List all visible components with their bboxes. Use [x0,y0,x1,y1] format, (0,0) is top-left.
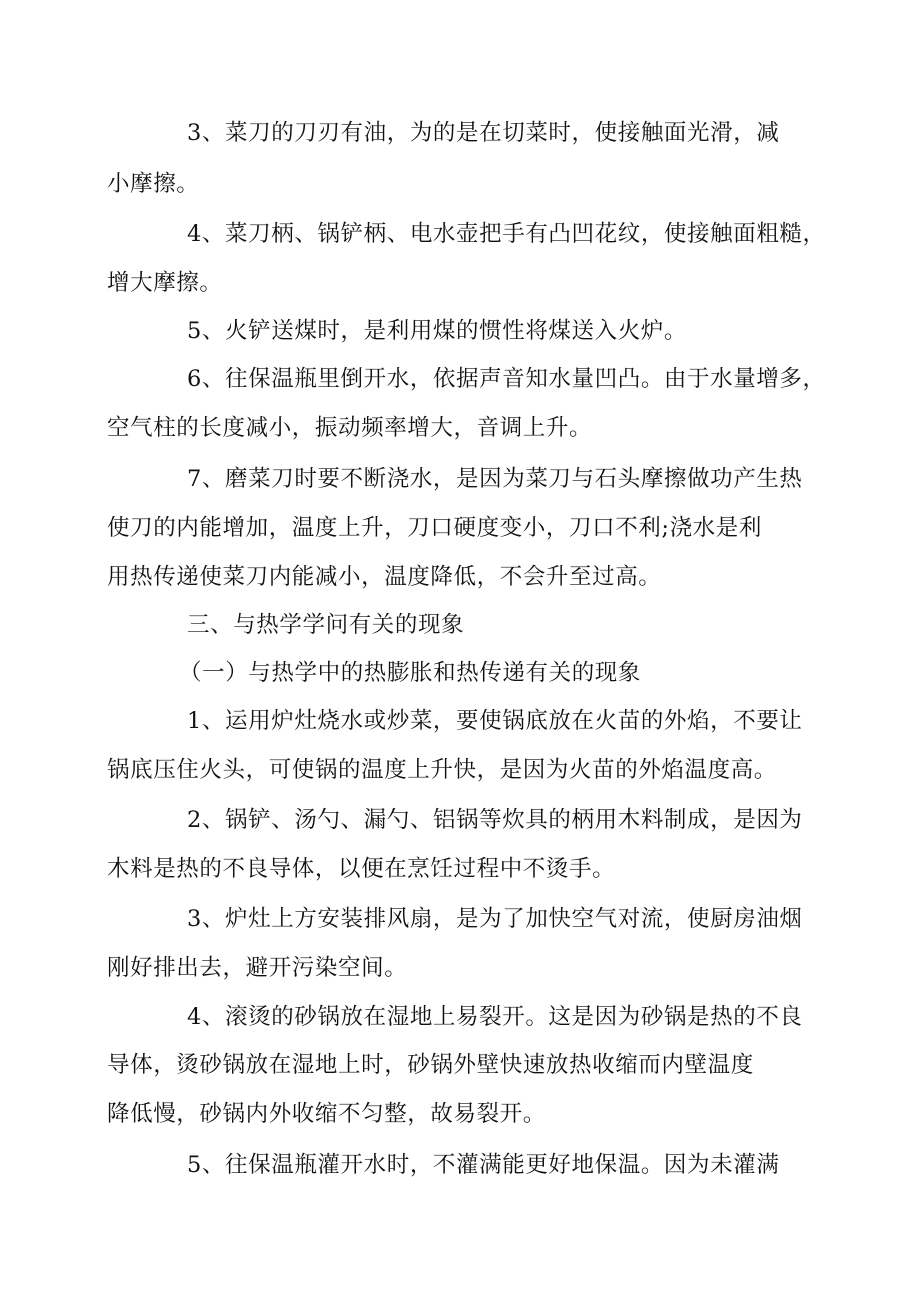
paragraph-7-line-2: 使刀的内能增加，温度上升，刀口硬度变小，刀口不利;浇水是利 [107,515,762,541]
item-4-line-2: 导体，烫砂锅放在湿地上时，砂锅外壁快速放热收缩而内壁温度 [107,1052,754,1078]
paragraph-3-line-1: 3、菜刀的刀刃有油，为的是在切菜时，使接触面光滑，减 [187,120,780,146]
item-3-line-1: 3、炉灶上方安装排风扇，是为了加快空气对流，使厨房油烟 [187,906,803,932]
paragraph-4-line-2: 增大摩擦。 [107,270,223,296]
subsection-heading: （一）与热学中的热膨胀和热传递有关的现象 [179,660,642,686]
item-1-line-2: 锅底压住火头，可使锅的温度上升快，是因为火苗的外焰温度高。 [107,757,777,783]
paragraph-6-line-2: 空气柱的长度减小，振动频率增大，音调上升。 [107,415,593,441]
item-3-line-2: 刚好排出去，避开污染空间。 [107,955,408,981]
item-2-line-2: 木料是热的不良导体，以便在烹饪过程中不烫手。 [107,856,616,882]
section-heading: 三、与热学学问有关的现象 [187,612,465,638]
item-4-line-1: 4、滚烫的砂锅放在湿地上易裂开。这是因为砂锅是热的不良 [187,1004,803,1030]
item-1-line-1: 1、运用炉灶烧水或炒菜，要使锅底放在火苗的外焰，不要让 [187,708,803,734]
item-4-line-3: 降低慢，砂锅内外收缩不匀整，故易裂开。 [107,1101,546,1127]
paragraph-5-line-1: 5、火铲送煤时，是利用煤的惯性将煤送入火炉。 [187,318,688,344]
paragraph-7-line-1: 7、磨菜刀时要不断浇水，是因为菜刀与石头摩擦做功产生热 [187,466,803,492]
paragraph-3-line-2: 小摩擦。 [107,171,200,197]
item-5-line-1: 5、往保温瓶灌开水时，不灌满能更好地保温。因为未灌满 [187,1152,780,1178]
paragraph-7-line-3: 用热传递使菜刀内能减小，温度降低，不会升至过高。 [107,564,662,590]
paragraph-6-line-1: 6、往保温瓶里倒开水，依据声音知水量凹凸。由于水量增多， [187,366,826,392]
item-2-line-1: 2、锅铲、汤勺、漏勺、铝锅等炊具的柄用木料制成，是因为 [187,807,803,833]
paragraph-4-line-1: 4、菜刀柄、锅铲柄、电水壶把手有凸凹花纹，使接触面粗糙， [187,221,826,247]
